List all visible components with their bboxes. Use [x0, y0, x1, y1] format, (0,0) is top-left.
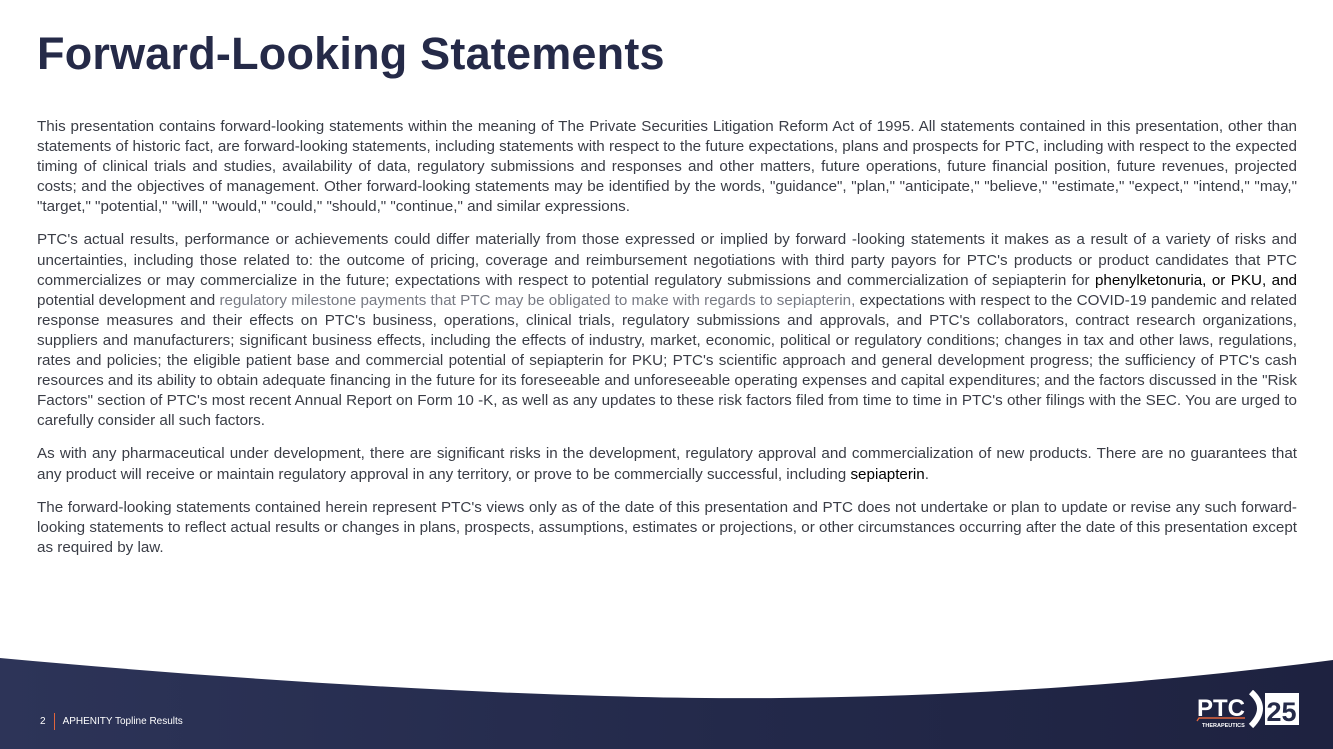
logo-tagline: THERAPEUTICS [1202, 723, 1245, 729]
logo-anniversary: 25 [1266, 697, 1297, 727]
risks-text-milestone: regulatory milestone payments that PTC may be obligated to make with regards to sepiapterin, [219, 291, 856, 309]
paragraph-intro: This presentation contains forward-looking statements within the meaning of The Private Securities Litigation Reform Act of 1995. All statements contained in this presentation, other than statements of historic fact, are forward-looking statements, including statements with respect to the future expectations, plans and prospects for PTC, including with respect to the expected timing of clinical trials and studies, availability of data, regulatory submissions and responses and other matters, future operations, future financial position, future revenues, projected costs; and the objectives of management. Other forward-looking statements may be identified by the words, "guidance", "plan," "anticipate," "believe," "estimate," "expect," "intend," "may," "target," "potential," "will," "would," "could," "should," "continue," and similar expressions. [37, 118, 1297, 216]
footer-band [0, 640, 1333, 749]
footer-label: APHENITY Topline Results [62, 715, 183, 727]
page-title: Forward-Looking Statements [37, 28, 665, 79]
footer-divider [54, 713, 55, 730]
risks-text-pku: phenylketonuria, or PKU, and [1094, 271, 1297, 289]
logo-name: PTC [1197, 695, 1245, 722]
page-number: 2 [40, 715, 46, 727]
statement-body [37, 117, 1297, 571]
risks-text-a: PTC's actual results, performance or achievements could differ materially from those expressed or implied by forward -looking statements it makes as a result of a variety of risks and uncertainties, including those related to: the outcome of pricing, coverage and reimbursement negotiations with third party payors for PTC's products or product candidates that PTC commercializes or may commercialize in the future; expectations with respect to potential regulatory submissions and commercialization of sepiapterin for [37, 231, 1297, 289]
ptc-logo [1195, 690, 1303, 730]
paragraph-risks [37, 230, 1297, 431]
footer [40, 712, 183, 730]
risks-text-c: potential development and [37, 291, 220, 309]
pharma-text-a: As with any pharmaceutical under development, there are significant risks in the development, regulatory approval and commercialization of new products. There are no guarantees that any product will receive or maintain regulatory approval in any territory, or prove to be commercially successful, including [37, 445, 1297, 483]
paragraph-disclaimer: The forward-looking statements contained herein represent PTC's views only as of the date of this presentation and PTC does not undertake or plan to update or revise any such forward-looking statements to reflect actual results or changes in plans, prospects, assumptions, estimates or projections, or other circumstances occurring after the date of this presentation except as required by law. [37, 498, 1297, 556]
pharma-text-c: . [924, 465, 929, 483]
paragraph-pharma [37, 444, 1297, 484]
risks-text-e: expectations with respect to the COVID-19 pandemic and related response measures and their effects on PTC's business, operations, clinical trials, regulatory submissions and approvals, and PTC's collaborators, contract research organizations, suppliers and manufacturers; significant business effects, including the effects of industry, market, economic, political or regulatory conditions; changes in tax and other laws, regulations, rates and policies; the eligible patient base and commercial potential of sepiapterin for PKU; PTC's scientific approach and general development progress; the sufficiency of PTC's cash resources and its ability to obtain adequate financing in the future for its foreseeable and unforeseeable operating expenses and capital expenditures; and the factors discussed in the "Risk Factors" section of PTC's most recent Annual Report on Form 10 -K, as well as any updates to these risk factors filed from time to time in PTC's other filings with the SEC. You are urged to carefully consider all such factors. [37, 291, 1297, 430]
pharma-text-product: sepiapterin [850, 465, 925, 483]
